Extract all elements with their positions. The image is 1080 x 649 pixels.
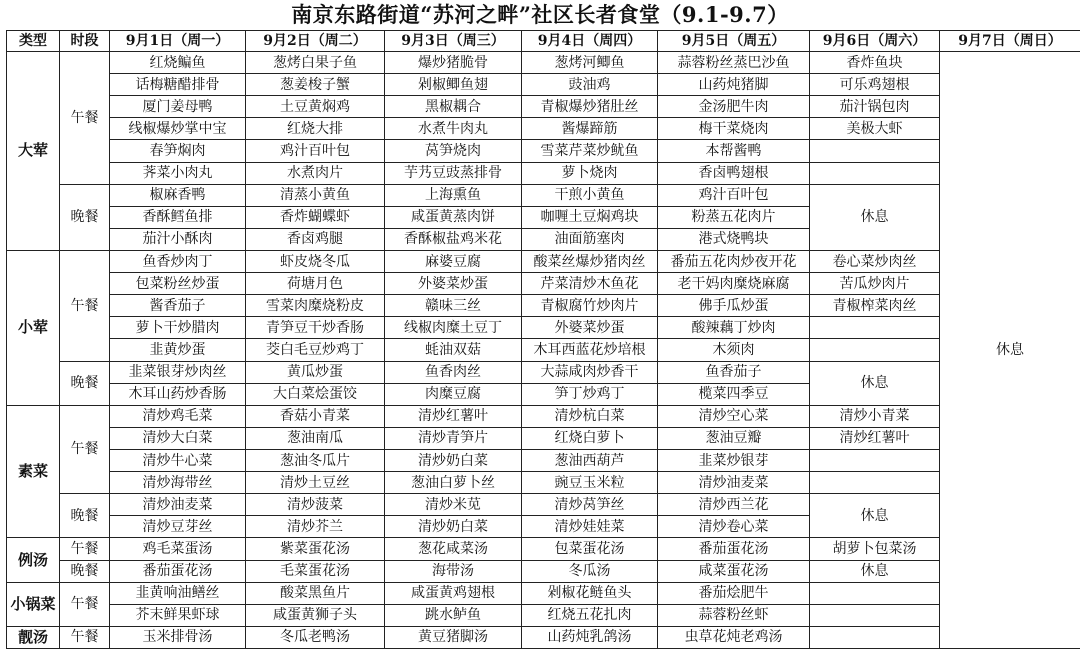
dish-cell: 芥末鲜果虾球 bbox=[110, 604, 246, 626]
dish-cell: 鱼香肉丝 bbox=[385, 361, 522, 383]
dish-cell: 冬瓜老鸭汤 bbox=[246, 626, 385, 648]
meal-period-cell: 午餐 bbox=[60, 626, 110, 648]
category-cell: 靓汤 bbox=[7, 626, 60, 648]
dish-cell: 木耳山药炒香肠 bbox=[110, 383, 246, 405]
dish-cell: 葱油白萝卜丝 bbox=[385, 472, 522, 494]
dish-cell: 鱼香茄子 bbox=[658, 361, 810, 383]
dish-cell: 山药炖乳鸽汤 bbox=[522, 626, 658, 648]
dish-cell: 豉油鸡 bbox=[522, 74, 658, 96]
category-cell: 素菜 bbox=[7, 405, 60, 538]
menu-row bbox=[7, 449, 1080, 471]
dish-cell: 红烧鳊鱼 bbox=[110, 52, 246, 74]
menu-row bbox=[7, 140, 1080, 162]
dish-cell: 葱姜梭子蟹 bbox=[246, 74, 385, 96]
dish-cell: 荷塘月色 bbox=[246, 273, 385, 295]
dish-cell: 油面筋塞肉 bbox=[522, 228, 658, 250]
column-header: 9月2日（周二） bbox=[246, 31, 385, 52]
dish-cell: 咖喱土豆焖鸡块 bbox=[522, 206, 658, 228]
dish-cell: 梅干菜烧肉 bbox=[658, 118, 810, 140]
dish-cell: 茭白毛豆炒鸡丁 bbox=[246, 339, 385, 361]
dish-cell: 香酥鳕鱼排 bbox=[110, 206, 246, 228]
dish-cell: 芋艿豆豉蒸排骨 bbox=[385, 162, 522, 184]
dish-cell: 酱香茄子 bbox=[110, 295, 246, 317]
dish-cell: 芹菜清炒木鱼花 bbox=[522, 273, 658, 295]
dish-cell: 毛菜蛋花汤 bbox=[246, 560, 385, 582]
dish-cell: 虾皮烧冬瓜 bbox=[246, 250, 385, 272]
menu-row bbox=[7, 427, 1080, 449]
menu-row bbox=[7, 250, 1080, 272]
menu-row bbox=[7, 405, 1080, 427]
dish-cell: 水煮肉片 bbox=[246, 162, 385, 184]
dish-cell: 韭黄响油鳝丝 bbox=[110, 582, 246, 604]
dish-cell: 鱼香炒肉丁 bbox=[110, 250, 246, 272]
dish-cell: 冬瓜汤 bbox=[522, 560, 658, 582]
dish-cell: 茄汁小酥肉 bbox=[110, 228, 246, 250]
dish-cell: 紫菜蛋花汤 bbox=[246, 538, 385, 560]
dish-cell: 葱油西葫芦 bbox=[522, 449, 658, 471]
dish-cell: 大蒜咸肉炒香干 bbox=[522, 361, 658, 383]
dish-cell: 韭黄炒蛋 bbox=[110, 339, 246, 361]
dish-cell: 木须肉 bbox=[658, 339, 810, 361]
dish-cell: 金汤肥牛肉 bbox=[658, 96, 810, 118]
dish-cell: 卷心菜炒肉丝 bbox=[810, 250, 940, 272]
menu-row bbox=[7, 184, 1080, 206]
menu-row bbox=[7, 118, 1080, 140]
dish-cell: 清炒牛心菜 bbox=[110, 449, 246, 471]
dish-cell: 红烧大排 bbox=[246, 118, 385, 140]
dish-cell: 大白菜烩蛋饺 bbox=[246, 383, 385, 405]
dish-cell: 雪菜肉糜烧粉皮 bbox=[246, 295, 385, 317]
dish-cell: 清炒油麦菜 bbox=[110, 494, 246, 516]
dish-cell: 红烧白萝卜 bbox=[522, 427, 658, 449]
dish-cell: 椒麻香鸭 bbox=[110, 184, 246, 206]
menu-row bbox=[7, 339, 1080, 361]
dish-cell: 肉糜豆腐 bbox=[385, 383, 522, 405]
menu-row bbox=[7, 538, 1080, 560]
dish-cell: 外婆菜炒蛋 bbox=[385, 273, 522, 295]
dish-cell: 线椒肉糜土豆丁 bbox=[385, 317, 522, 339]
dish-cell: 清炒芥兰 bbox=[246, 516, 385, 538]
meal-period-cell: 午餐 bbox=[60, 52, 110, 185]
meal-period-cell: 午餐 bbox=[60, 582, 110, 626]
saturday-rest-cell: 休息 bbox=[810, 494, 940, 538]
dish-cell: 剁椒鲫鱼翅 bbox=[385, 74, 522, 96]
dish-cell: 茄汁锅包肉 bbox=[810, 96, 940, 118]
menu-row bbox=[7, 560, 1080, 582]
dish-cell bbox=[810, 604, 940, 626]
meal-period-cell: 午餐 bbox=[60, 538, 110, 560]
dish-cell: 苦瓜炒肉片 bbox=[810, 273, 940, 295]
menu-row bbox=[7, 317, 1080, 339]
dish-cell bbox=[810, 626, 940, 648]
dish-cell: 清炒油麦菜 bbox=[658, 472, 810, 494]
menu-row bbox=[7, 52, 1080, 74]
dish-cell: 酸菜黑鱼片 bbox=[246, 582, 385, 604]
dish-cell: 葱花咸菜汤 bbox=[385, 538, 522, 560]
dish-cell: 咸菜蛋花汤 bbox=[658, 560, 810, 582]
category-cell: 小荤 bbox=[7, 250, 60, 405]
dish-cell: 笋丁炒鸡丁 bbox=[522, 383, 658, 405]
menu-row bbox=[7, 74, 1080, 96]
sunday-rest-cell: 休息 bbox=[940, 52, 1080, 649]
dish-cell: 外婆菜炒蛋 bbox=[522, 317, 658, 339]
menu-row bbox=[7, 295, 1080, 317]
dish-cell: 虫草花炖老鸡汤 bbox=[658, 626, 810, 648]
dish-cell: 话梅糖醋排骨 bbox=[110, 74, 246, 96]
dish-cell: 包菜粉丝炒蛋 bbox=[110, 273, 246, 295]
dish-cell: 佛手瓜炒蛋 bbox=[658, 295, 810, 317]
dish-cell bbox=[810, 472, 940, 494]
dish-cell: 老干妈肉糜烧麻腐 bbox=[658, 273, 810, 295]
menu-row bbox=[7, 273, 1080, 295]
dish-cell: 黑椒耦合 bbox=[385, 96, 522, 118]
dish-cell: 青椒榨菜肉丝 bbox=[810, 295, 940, 317]
dish-cell: 黄豆猪脚汤 bbox=[385, 626, 522, 648]
dish-cell: 番茄烩肥牛 bbox=[658, 582, 810, 604]
dish-cell: 清炒青笋片 bbox=[385, 427, 522, 449]
dish-cell: 干煎小黄鱼 bbox=[522, 184, 658, 206]
dish-cell: 清炒奶白菜 bbox=[385, 449, 522, 471]
menu-table bbox=[6, 30, 1080, 649]
dish-cell: 香炸鱼块 bbox=[810, 52, 940, 74]
menu-row bbox=[7, 361, 1080, 383]
dish-cell: 赣味三丝 bbox=[385, 295, 522, 317]
dish-cell: 香卤鸭翅根 bbox=[658, 162, 810, 184]
column-header: 9月6日（周六） bbox=[810, 31, 940, 52]
dish-cell: 粉蒸五花肉片 bbox=[658, 206, 810, 228]
menu-row bbox=[7, 604, 1080, 626]
dish-cell: 胡萝卜包菜汤 bbox=[810, 538, 940, 560]
column-header: 时段 bbox=[60, 31, 110, 52]
dish-cell: 番茄五花肉炒夜开花 bbox=[658, 250, 810, 272]
dish-cell: 香菇小青菜 bbox=[246, 405, 385, 427]
dish-cell: 厦门姜母鸭 bbox=[110, 96, 246, 118]
dish-cell: 剁椒花鲢鱼头 bbox=[522, 582, 658, 604]
dish-cell: 青椒爆炒猪肚丝 bbox=[522, 96, 658, 118]
dish-cell: 番茄蛋花汤 bbox=[658, 538, 810, 560]
dish-cell: 港式烧鸭块 bbox=[658, 228, 810, 250]
dish-cell: 休息 bbox=[810, 560, 940, 582]
dish-cell: 玉米排骨汤 bbox=[110, 626, 246, 648]
dish-cell: 香炸蝴蝶虾 bbox=[246, 206, 385, 228]
dish-cell: 萝卜干炒腊肉 bbox=[110, 317, 246, 339]
dish-cell bbox=[810, 339, 940, 361]
dish-cell: 鸡毛菜蛋汤 bbox=[110, 538, 246, 560]
dish-cell: 蒜蓉粉丝蒸巴沙鱼 bbox=[658, 52, 810, 74]
dish-cell: 清炒鸡毛菜 bbox=[110, 405, 246, 427]
dish-cell: 春笋焖肉 bbox=[110, 140, 246, 162]
column-header: 9月1日（周一） bbox=[110, 31, 246, 52]
dish-cell: 番茄蛋花汤 bbox=[110, 560, 246, 582]
meal-period-cell: 晚餐 bbox=[60, 560, 110, 582]
dish-cell: 包菜蛋花汤 bbox=[522, 538, 658, 560]
category-cell: 小锅菜 bbox=[7, 582, 60, 626]
dish-cell: 清炒米苋 bbox=[385, 494, 522, 516]
dish-cell: 鸡汁百叶包 bbox=[658, 184, 810, 206]
dish-cell: 咸蛋黄鸡翅根 bbox=[385, 582, 522, 604]
dish-cell: 清炒空心菜 bbox=[658, 405, 810, 427]
dish-cell: 咸蛋黄狮子头 bbox=[246, 604, 385, 626]
dish-cell: 黄瓜炒蛋 bbox=[246, 361, 385, 383]
header-row bbox=[7, 31, 1080, 52]
menu-row bbox=[7, 162, 1080, 184]
dish-cell: 清炒红薯叶 bbox=[385, 405, 522, 427]
category-cell: 大荤 bbox=[7, 52, 60, 251]
dish-cell: 韭菜炒银芽 bbox=[658, 449, 810, 471]
dish-cell: 葱烤河鲫鱼 bbox=[522, 52, 658, 74]
dish-cell: 上海熏鱼 bbox=[385, 184, 522, 206]
dish-cell: 清炒红薯叶 bbox=[810, 427, 940, 449]
dish-cell: 清炒莴笋丝 bbox=[522, 494, 658, 516]
menu-row bbox=[7, 582, 1080, 604]
dish-cell: 清炒杭白菜 bbox=[522, 405, 658, 427]
dish-cell: 清炒小青菜 bbox=[810, 405, 940, 427]
meal-period-cell: 晚餐 bbox=[60, 494, 110, 538]
meal-period-cell: 晚餐 bbox=[60, 184, 110, 250]
dish-cell: 榄菜四季豆 bbox=[658, 383, 810, 405]
dish-cell: 葱油南瓜 bbox=[246, 427, 385, 449]
dish-cell: 香酥椒盐鸡米花 bbox=[385, 228, 522, 250]
dish-cell: 清炒大白菜 bbox=[110, 427, 246, 449]
dish-cell bbox=[810, 317, 940, 339]
menu-row bbox=[7, 96, 1080, 118]
dish-cell: 山药炖猪脚 bbox=[658, 74, 810, 96]
dish-cell: 雪菜芹菜炒鱿鱼 bbox=[522, 140, 658, 162]
dish-cell bbox=[810, 582, 940, 604]
dish-cell: 酸辣藕丁炒肉 bbox=[658, 317, 810, 339]
dish-cell: 咸蛋黄蒸肉饼 bbox=[385, 206, 522, 228]
dish-cell: 清炒娃娃菜 bbox=[522, 516, 658, 538]
dish-cell: 清炒奶白菜 bbox=[385, 516, 522, 538]
dish-cell: 萝卜烧肉 bbox=[522, 162, 658, 184]
dish-cell: 葱油冬瓜片 bbox=[246, 449, 385, 471]
menu-row bbox=[7, 472, 1080, 494]
dish-cell bbox=[810, 162, 940, 184]
dish-cell: 木耳西蓝花炒培根 bbox=[522, 339, 658, 361]
dish-cell bbox=[810, 449, 940, 471]
dish-cell: 葱烤白果子鱼 bbox=[246, 52, 385, 74]
dish-cell: 本帮酱鸭 bbox=[658, 140, 810, 162]
dish-cell: 豌豆玉米粒 bbox=[522, 472, 658, 494]
dish-cell: 青椒腐竹炒肉片 bbox=[522, 295, 658, 317]
dish-cell: 清炒西兰花 bbox=[658, 494, 810, 516]
dish-cell: 蚝油双菇 bbox=[385, 339, 522, 361]
dish-cell: 清蒸小黄鱼 bbox=[246, 184, 385, 206]
dish-cell: 可乐鸡翅根 bbox=[810, 74, 940, 96]
dish-cell: 线椒爆炒掌中宝 bbox=[110, 118, 246, 140]
dish-cell: 跳水鲈鱼 bbox=[385, 604, 522, 626]
dish-cell: 清炒菠菜 bbox=[246, 494, 385, 516]
saturday-rest-cell: 休息 bbox=[810, 361, 940, 405]
dish-cell: 土豆黄焖鸡 bbox=[246, 96, 385, 118]
menu-row bbox=[7, 494, 1080, 516]
dish-cell: 美极大虾 bbox=[810, 118, 940, 140]
dish-cell: 水煮牛肉丸 bbox=[385, 118, 522, 140]
dish-cell: 麻婆豆腐 bbox=[385, 250, 522, 272]
meal-period-cell: 午餐 bbox=[60, 405, 110, 493]
dish-cell: 鸡汁百叶包 bbox=[246, 140, 385, 162]
category-cell: 例汤 bbox=[7, 538, 60, 582]
dish-cell: 莴笋烧肉 bbox=[385, 140, 522, 162]
saturday-rest-cell: 休息 bbox=[810, 184, 940, 250]
column-header: 9月4日（周四） bbox=[522, 31, 658, 52]
meal-period-cell: 午餐 bbox=[60, 250, 110, 361]
dish-cell: 清炒豆芽丝 bbox=[110, 516, 246, 538]
dish-cell: 荠菜小肉丸 bbox=[110, 162, 246, 184]
dish-cell: 清炒土豆丝 bbox=[246, 472, 385, 494]
column-header: 类型 bbox=[7, 31, 60, 52]
dish-cell: 清炒海带丝 bbox=[110, 472, 246, 494]
dish-cell: 清炒卷心菜 bbox=[658, 516, 810, 538]
column-header: 9月3日（周三） bbox=[385, 31, 522, 52]
dish-cell: 韭菜银芽炒肉丝 bbox=[110, 361, 246, 383]
dish-cell: 青笋豆干炒香肠 bbox=[246, 317, 385, 339]
dish-cell: 酸菜丝爆炒猪肉丝 bbox=[522, 250, 658, 272]
column-header: 9月5日（周五） bbox=[658, 31, 810, 52]
dish-cell: 酱爆蹄筋 bbox=[522, 118, 658, 140]
dish-cell: 红烧五花扎肉 bbox=[522, 604, 658, 626]
dish-cell bbox=[810, 140, 940, 162]
dish-cell: 葱油豆瓣 bbox=[658, 427, 810, 449]
dish-cell: 香卤鸡腿 bbox=[246, 228, 385, 250]
meal-period-cell: 晚餐 bbox=[60, 361, 110, 405]
page-title: 南京东路街道“苏河之畔”社区长者食堂（9.1-9.7） bbox=[291, 2, 789, 27]
dish-cell: 海带汤 bbox=[385, 560, 522, 582]
menu-row bbox=[7, 626, 1080, 648]
dish-cell: 蒜蓉粉丝虾 bbox=[658, 604, 810, 626]
column-header: 9月7日（周日） bbox=[940, 31, 1080, 52]
dish-cell: 爆炒猪脆骨 bbox=[385, 52, 522, 74]
